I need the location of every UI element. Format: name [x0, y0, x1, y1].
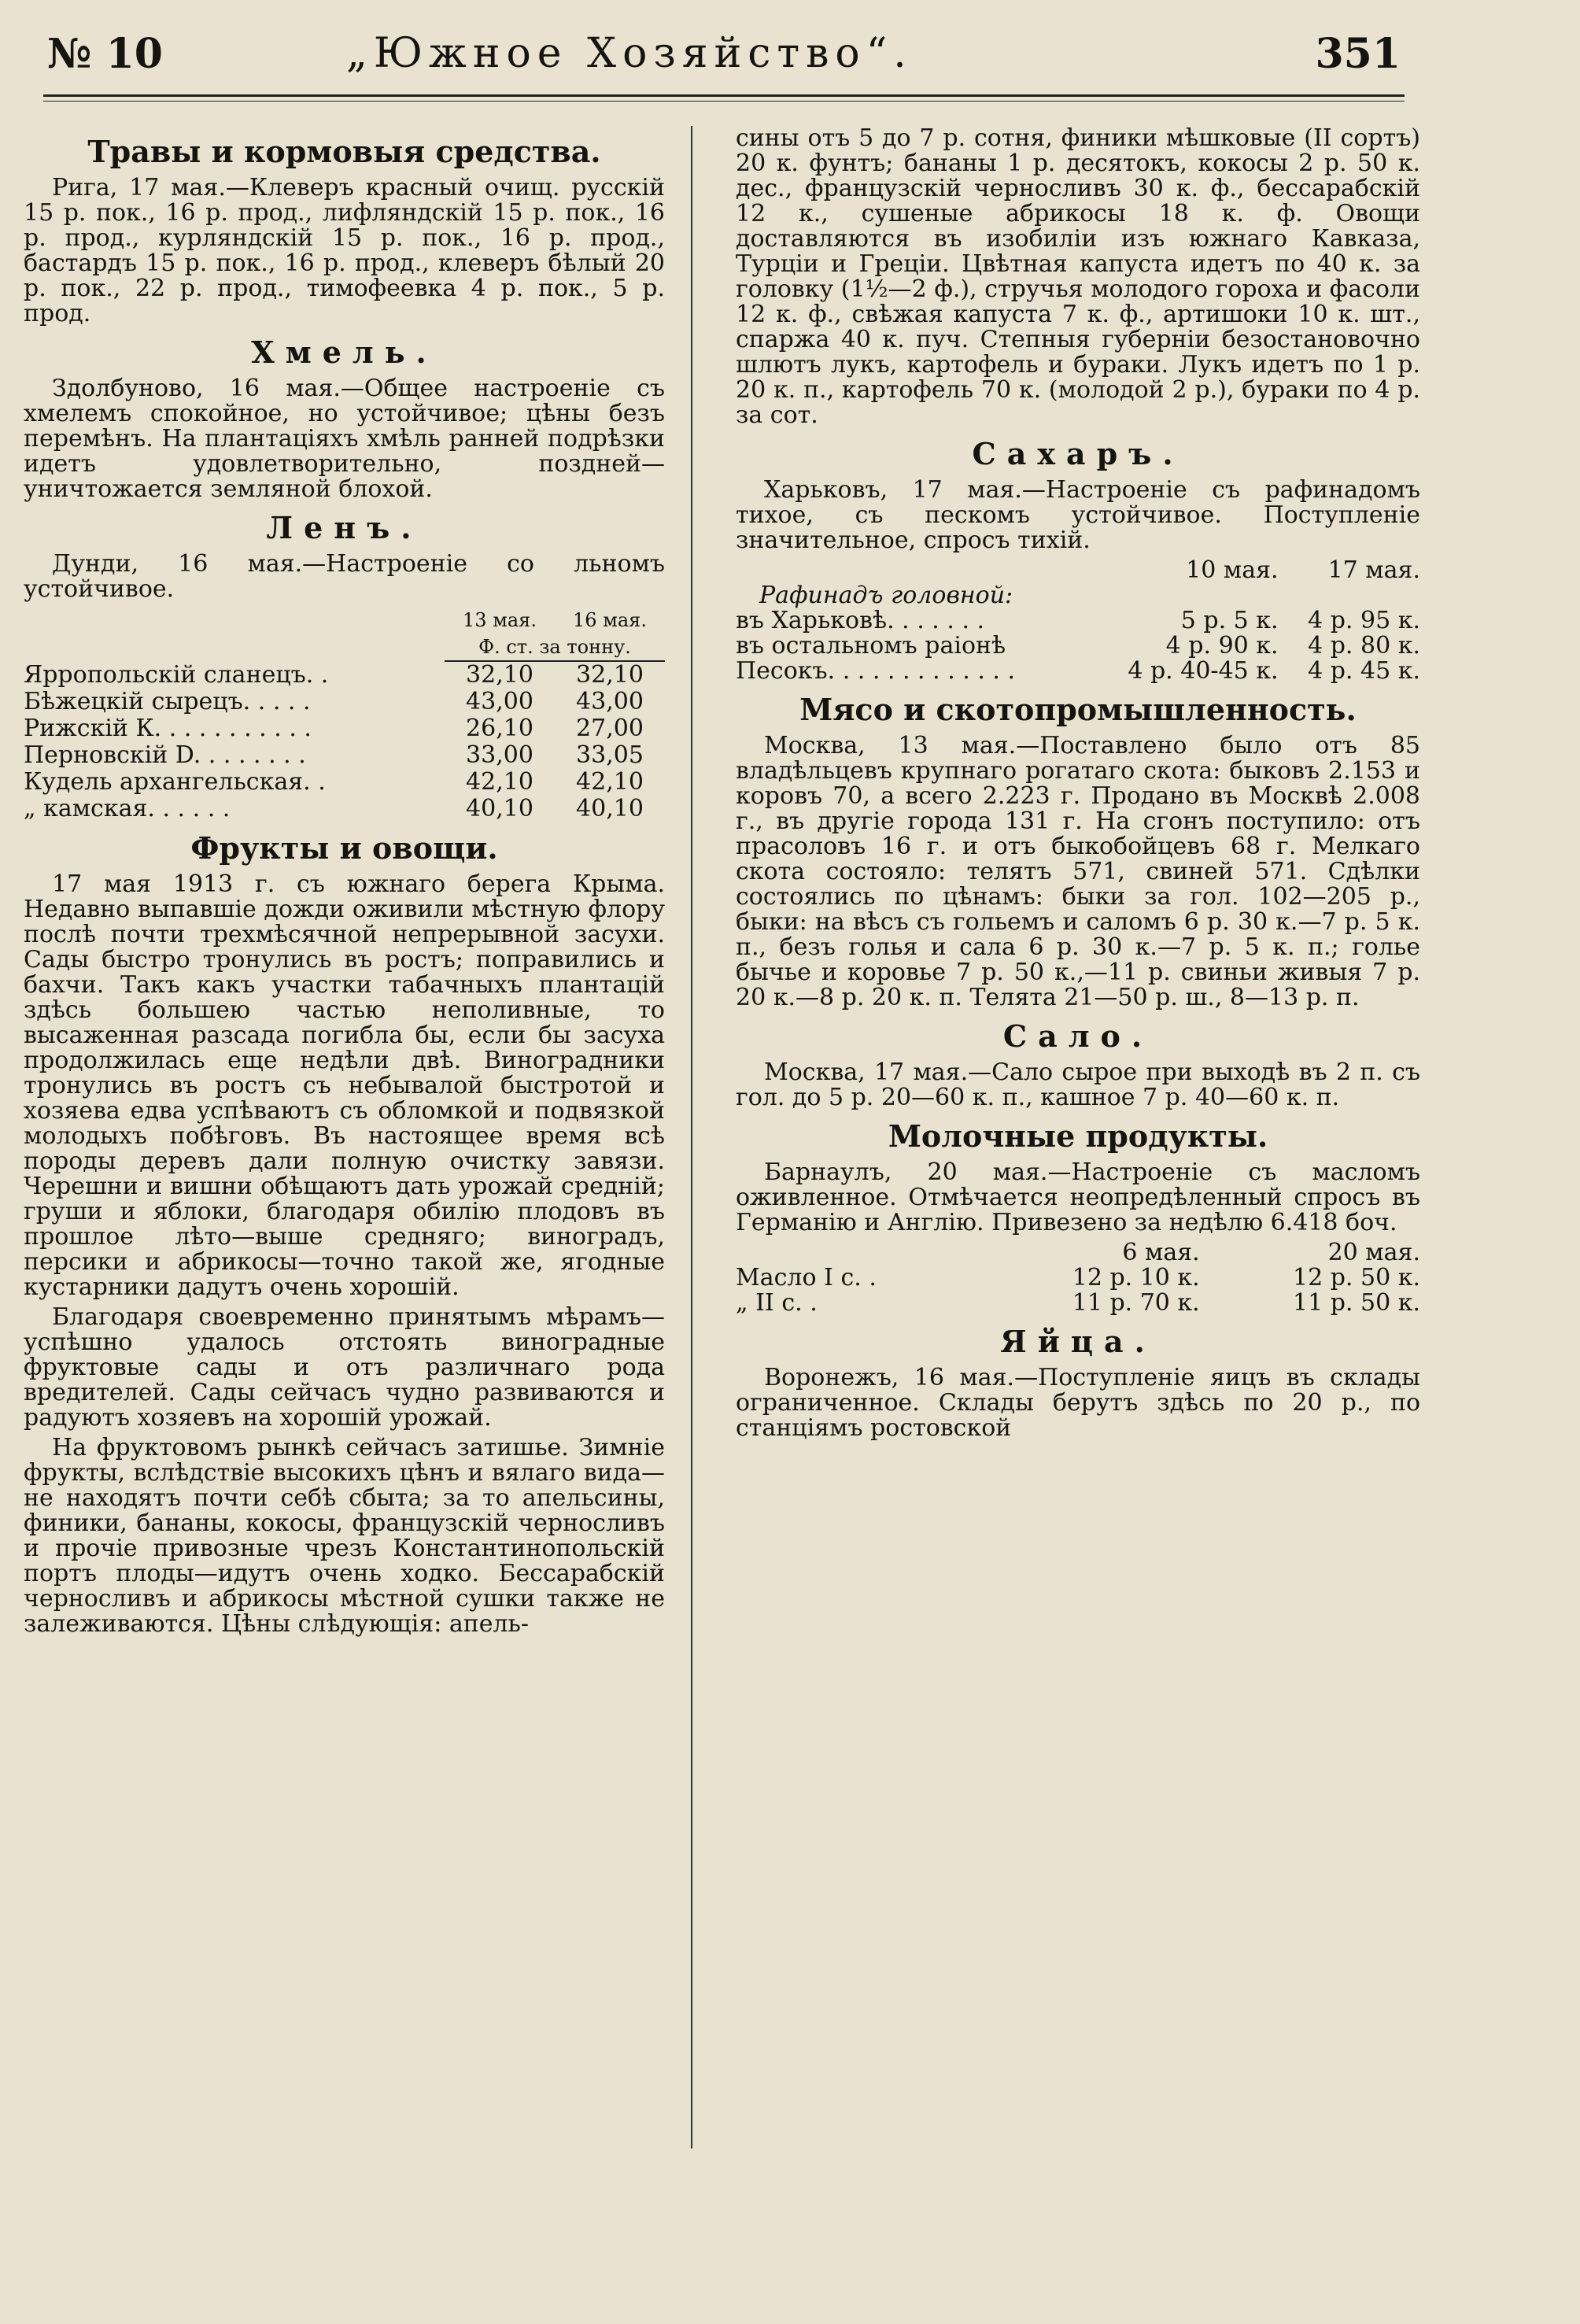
- flax-unit: Ф. ст. за тонну.: [445, 634, 665, 661]
- lard-report: Москва, 17 мая.—Сало сырое при выходѣ въ 2 п. съ гол. до 5 р. 20—60 к. п., кашное 7 р. 40—60 к. п.: [736, 1059, 1420, 1111]
- dairy-cell-b: 11 р. 50 к.: [1293, 1289, 1420, 1317]
- flax-report: Дунди, 16 мая.—Настроеніе со льномъ устойчивое.: [24, 550, 665, 603]
- dairy-col-2: 20 мая.: [1327, 1239, 1420, 1266]
- meat-report: Москва, 13 мая.—Поставлено было отъ 85 владѣльцевъ крупнаго рогатаго скота: быковъ 2.153 и коровъ 70, а всего 2.223 г. Продано въ Москвѣ 2.008 г., въ другіе города 131 г. На сгонъ поступило: отъ прасоловъ 16 г. и отъ быкобойцевъ 68 г. Мелкаго скота состояло: телятъ 571, свиней 571. Сдѣлки состоялись по цѣнамъ: быки за гол. 102—205 р., быки: на вѣсъ съ гольемъ и саломъ 6 р. 30 к.—7 р. 5 к. п., безъ голья и сала 6 р. 30 к.—7 р. 5 к. п.; голье бычье и коровье 7 р. 50 к.,—11 р. свиньи живыя 7 р. 20 к.—8 р. 20 к. п. Телята 21—50 р. ш., 8—13 р. п.: [736, 732, 1420, 1011]
- flax-cell-a: 42,10: [466, 768, 533, 796]
- flax-cell-a: 33,00: [466, 741, 533, 769]
- eggs-report: Воронежъ, 16 мая.—Поступленіе яицъ въ склады ограниченное. Склады берутъ здѣсь по 20 р., по станціямъ ростовской: [736, 1364, 1420, 1442]
- sugar-cell-name: въ остальномъ раіонѣ: [736, 632, 1006, 660]
- flax-row: [24, 742, 665, 769]
- flax-cell-name: Кудель архангельская. .: [24, 768, 326, 796]
- flax-cell-a: 40,10: [466, 795, 533, 822]
- section-title-dairy: Молочные продукты.: [888, 1118, 1268, 1154]
- sugar-price-table: [736, 558, 1420, 684]
- flax-cell-b: 40,10: [576, 795, 644, 822]
- flax-cell-b: 32,10: [576, 661, 644, 689]
- dairy-cell-b: 12 р. 50 к.: [1293, 1264, 1420, 1291]
- flax-cell-name: Перновскій D. . . . . . . .: [24, 741, 306, 769]
- flax-col-1: 13 мая.: [463, 609, 537, 631]
- sugar-cell-a: 4 р. 40-45 к.: [1128, 657, 1279, 685]
- sugar-cell-b: 4 р. 80 к.: [1308, 632, 1420, 660]
- sugar-cell-b: 4 р. 95 к.: [1308, 607, 1420, 634]
- sugar-cell-a: 5 р. 5 к.: [1180, 607, 1279, 634]
- dairy-row: [736, 1265, 1420, 1291]
- flax-price-table: [24, 607, 665, 822]
- sugar-cell-name: Песокъ. . . . . . . . . . . . .: [736, 657, 1016, 685]
- section-title-sugar: Сахаръ.: [972, 436, 1184, 471]
- sugar-col-1: 10 мая.: [1186, 556, 1279, 584]
- flax-cell-a: 26,10: [466, 715, 533, 742]
- page-number: 351: [1315, 30, 1401, 78]
- fruits-paragraph-2: Благодаря своевременно принятымъ мѣрамъ—успѣшно удалось отстоять виноградные фруктовые сады и отъ различнаго рода вредителей. Сады сейчасъ чудно развиваются и радуютъ хозяевъ на хорошій урожай.: [24, 1303, 665, 1432]
- flax-cell-b: 42,10: [576, 768, 644, 796]
- sugar-cell-name: въ Харьковѣ. . . . . . .: [736, 607, 985, 634]
- journal-title: „Южное Хозяйство“.: [346, 30, 913, 77]
- flax-col-2: 16 мая.: [573, 609, 647, 631]
- sugar-cell-b: 4 р. 45 к.: [1308, 657, 1420, 685]
- section-title-meat: Мясо и скотопромышленность.: [799, 692, 1357, 727]
- dairy-price-table: [736, 1240, 1420, 1316]
- flax-row: [24, 796, 665, 822]
- section-title-lard: Сало.: [1002, 1018, 1154, 1054]
- dairy-row: [736, 1291, 1420, 1316]
- flax-cell-b: 43,00: [576, 688, 644, 715]
- section-title-flax: Ленъ.: [266, 510, 423, 545]
- right-column: [736, 126, 1420, 1446]
- header-rule-bottom: [43, 101, 1405, 102]
- flax-row: [24, 715, 665, 742]
- sugar-col-2: 17 мая.: [1327, 556, 1420, 584]
- fruits-paragraph-1: 17 мая 1913 г. съ южнаго берега Крыма. Недавно выпавшіе дожди оживили мѣстную флору послѣ почти трехмѣсячной непрерывной засухи. Сады быстро тронулись въ ростъ; поправились и бахчи. Такъ какъ участки табачныхъ плантацій здѣсь большею частью неполивные, то высаженная разсада погибла бы, если бы засуха продолжилась еще недѣли двѣ. Виноградники тронулись въ ростъ съ небывалой быстротой и хозяева едва успѣваютъ съ обломкой и подвязкой молодыхъ побѣговъ. Въ настоящее время всѣ породы деревъ дали полную очистку завязи. Черешни и вишни обѣщаютъ дать урожай средній; груши и яблоки, благодаря обилію плодовъ въ прошлое лѣто—выше средняго; виноградъ, персики и абрикосы—точно такой же, ягодные кустарники дадутъ очень хорошій.: [24, 870, 665, 1301]
- fruits-continuation: сины отъ 5 до 7 р. сотня, финики мѣшковые (II сортъ) 20 к. фунтъ; бананы 1 р. десятокъ, кокосы 2 р. 50 к. дес., французскій черносливъ 30 к. ф., бессарабскій 12 к., сушеные абрикосы 18 к. ф. Овощи доставляются въ изобиліи изъ южнаго Кавказа, Турціи и Греціи. Цвѣтная капуста идетъ по 40 к. за головку (1½—2 ф.), стручья молодого гороха и фасоли 12 к. ф., свѣжая капуста 7 к. ф., артишоки 10 к. шт., спаржа 40 к. пуч. Степныя губерніи безостановочно шлютъ лукъ, картофель и бураки. Лукъ идетъ по 1 р. 20 к. п., картофель 70 к. (молодой 2 р.), бураки по 4 р. за сот.: [736, 124, 1420, 429]
- grass-report: Рига, 17 мая.—Клеверъ красный очищ. русскій 15 р. пок., 16 р. прод., лифляндскій 15 р. пок., 16 р. прод., курляндскій 15 р. пок., 16 р. прод., бастардъ 15 р. пок., 16 р. прод., клеверъ бѣлый 20 р. пок., 22 р. прод., тимофеевка 4 р. пок., 5 р. прод.: [24, 174, 665, 327]
- section-title-hops: Хмель.: [251, 334, 437, 370]
- dairy-col-1: 6 мая.: [1122, 1239, 1200, 1266]
- dairy-cell-a: 12 р. 10 к.: [1072, 1264, 1200, 1291]
- flax-cell-a: 32,10: [466, 661, 533, 689]
- flax-cell-b: 33,05: [576, 741, 644, 769]
- sugar-label: Рафинадъ головной:: [759, 582, 1013, 609]
- dairy-cell-name: Масло I с. .: [736, 1264, 877, 1291]
- flax-cell-name: Ярропольскій сланецъ. .: [24, 660, 329, 689]
- dairy-report: Барнаулъ, 20 мая.—Настроеніе съ масломъ оживленное. Отмѣчается неопредѣленный спросъ въ Германію и Англію. Привезено за недѣлю 6.418 боч.: [736, 1158, 1420, 1236]
- flax-cell-name: „ камская. . . . . .: [24, 795, 231, 822]
- column-divider: [691, 126, 692, 2148]
- sugar-cell-a: 4 р. 90 к.: [1165, 632, 1279, 660]
- section-title-grass: Травы и кормовыя средства.: [87, 134, 601, 169]
- flax-row: [24, 689, 665, 715]
- flax-cell-name: Рижскій К. . . . . . . . . . .: [24, 715, 312, 742]
- dairy-cell-a: 11 р. 70 к.: [1072, 1289, 1200, 1317]
- flax-row: [24, 661, 665, 689]
- flax-cell-a: 43,00: [466, 688, 533, 715]
- sugar-row: [736, 634, 1420, 659]
- section-title-fruits: Фрукты и овощи.: [190, 830, 498, 866]
- dairy-cell-name: „ II с. .: [736, 1289, 818, 1317]
- flax-row: [24, 769, 665, 796]
- flax-cell-name: Бѣжецкій сырецъ. . . . .: [24, 688, 311, 715]
- sugar-row: [736, 608, 1420, 634]
- fruits-paragraph-3: На фруктовомъ рынкѣ сейчасъ затишье. Зимніе фрукты, вслѣдствіе высокихъ цѣнъ и вялаго вида—не находятъ почти себѣ сбыта; за то апельсины, финики, бананы, кокосы, французскій черносливъ и прочіе привозные чрезъ Константинопольскій портъ плоды—идутъ очень ходко. Бессарабскій черносливъ и абрикосы мѣстной сушки также не залеживаются. Цѣны слѣдующія: апель-: [24, 1434, 665, 1638]
- issue-number: № 10: [47, 30, 163, 78]
- section-title-eggs: Яйца.: [1000, 1324, 1156, 1359]
- header-rule-top: [43, 94, 1405, 97]
- left-column: [24, 126, 665, 1642]
- page-header: [47, 30, 1401, 101]
- flax-cell-b: 27,00: [576, 715, 644, 742]
- hops-report: Здолбуново, 16 мая.—Общее настроеніе съ хмелемъ спокойное, но устойчивое; цѣны безъ перемѣнъ. На плантаціяхъ хмѣль ранней подрѣзки идетъ удовлетворительно, поздней—уничтожается земляной блохой.: [24, 375, 665, 503]
- sugar-report: Харьковъ, 17 мая.—Настроеніе съ рафинадомъ тихое, съ пескомъ устойчивое. Поступленіе значительное, спросъ тихій.: [736, 476, 1420, 554]
- sugar-row: [736, 659, 1420, 684]
